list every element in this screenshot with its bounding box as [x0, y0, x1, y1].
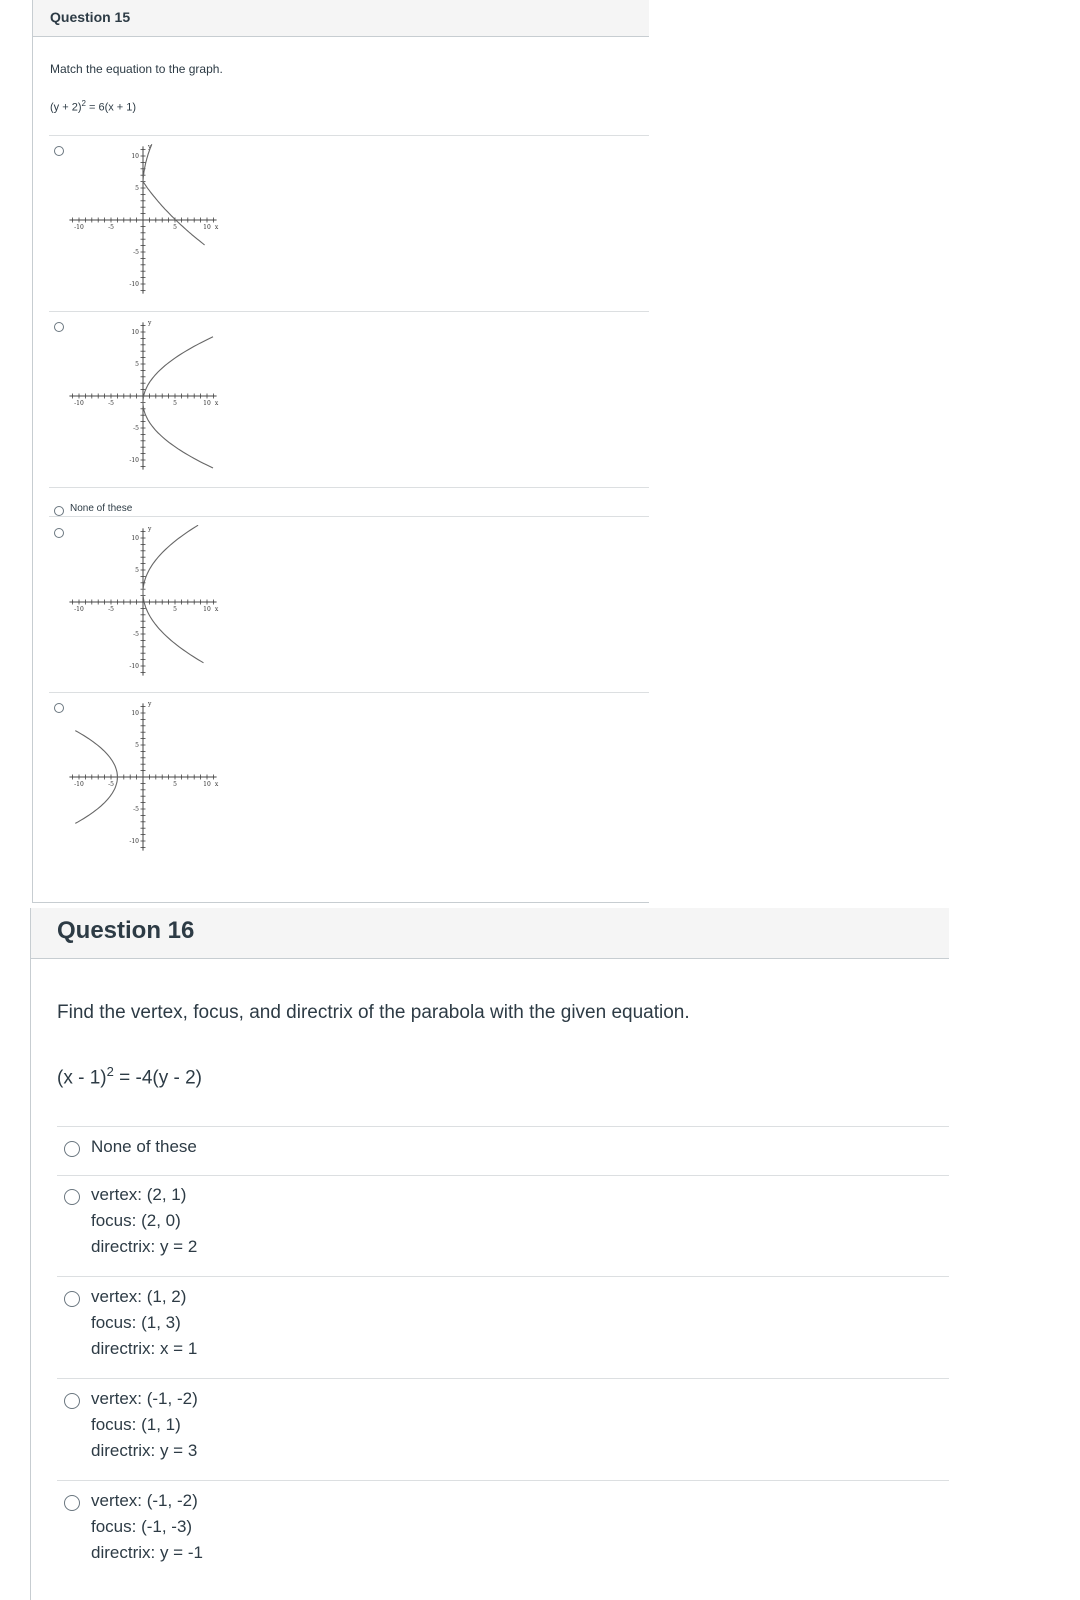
- x-tick-label: -5: [108, 781, 114, 788]
- question-16-prompt: Find the vertex, focus, and directrix of the parabola with the given equation.: [57, 1002, 690, 1023]
- answer-graph-2: [68, 319, 234, 481]
- x-tick-label: -5: [108, 400, 114, 407]
- y-tick-label: 10: [131, 710, 139, 717]
- x-tick-label: 5: [173, 400, 177, 407]
- question-15: [32, 0, 649, 903]
- separator: [57, 1378, 949, 1379]
- y-axis-label: y: [148, 525, 152, 533]
- answer-radio-3[interactable]: [64, 1291, 80, 1307]
- y-tick-label: 5: [135, 742, 139, 749]
- x-tick-label: -10: [74, 781, 84, 788]
- answer-option-2: vertex: (2, 1) focus: (2, 0) directrix: y = 2: [91, 1185, 198, 1256]
- x-axis-label: x: [214, 781, 219, 788]
- answer-option-4: vertex: (-1, -2) focus: (1, 1) directrix: y = 3: [91, 1389, 198, 1460]
- answer-radio-2[interactable]: [64, 1189, 80, 1205]
- question-15-equation: $(y + 2)^2 = 6(x + 1)$: [50, 99, 137, 114]
- x-axis-label: x: [214, 400, 219, 407]
- y-axis-label: y: [148, 143, 152, 151]
- y-tick-label: -5: [133, 806, 139, 813]
- y-tick-label: 10: [131, 329, 139, 336]
- x-tick-label: -10: [74, 400, 84, 407]
- y-tick-label: 10: [131, 535, 139, 542]
- x-tick-label: -10: [74, 224, 84, 231]
- answer-none-label: None of these: [70, 503, 133, 514]
- x-tick-label: 10: [203, 224, 211, 231]
- x-tick-label: 10: [203, 400, 211, 407]
- x-tick-label: 5: [173, 781, 177, 788]
- x-tick-label: 5: [173, 224, 177, 231]
- y-tick-label: 10: [131, 153, 139, 160]
- answer-radio-4[interactable]: [64, 1393, 80, 1409]
- x-tick-label: 10: [203, 781, 211, 788]
- y-tick-label: -10: [129, 663, 139, 670]
- separator: [49, 692, 649, 693]
- separator: [49, 135, 649, 136]
- y-tick-label: -10: [129, 457, 139, 464]
- separator: [49, 487, 649, 488]
- question-16-header: [31, 908, 949, 959]
- x-tick-label: -5: [108, 606, 114, 613]
- y-tick-label: 5: [135, 185, 139, 192]
- answer-graph-1: [68, 143, 234, 305]
- question-15-header: [33, 0, 649, 37]
- question-15-prompt: Match the equation to the graph.: [50, 62, 223, 76]
- y-tick-label: -10: [129, 281, 139, 288]
- parabola-curve: [143, 525, 204, 663]
- x-axis-label: x: [214, 224, 219, 231]
- answer-radio-1[interactable]: [54, 146, 64, 156]
- separator: [57, 1276, 949, 1277]
- answer-graph-4: [68, 525, 234, 687]
- question-16: [30, 908, 949, 1600]
- answer-graph-5: [68, 700, 234, 862]
- x-tick-label: 5: [173, 606, 177, 613]
- x-tick-label: -10: [74, 606, 84, 613]
- separator: [49, 311, 649, 312]
- separator: [57, 1480, 949, 1481]
- y-tick-label: 5: [135, 567, 139, 574]
- y-axis-label: y: [148, 319, 152, 327]
- question-16-title: Question 16: [57, 917, 195, 944]
- x-tick-label: 10: [203, 606, 211, 613]
- y-axis-label: y: [148, 700, 152, 708]
- answer-radio-5[interactable]: [64, 1495, 80, 1511]
- x-axis-label: x: [214, 606, 219, 613]
- question-15-title: Question 15: [50, 9, 131, 25]
- y-tick-label: 5: [135, 361, 139, 368]
- y-tick-label: -5: [133, 249, 139, 256]
- answer-radio-4[interactable]: [54, 528, 64, 538]
- answer-radio-2[interactable]: [54, 322, 64, 332]
- answer-option-3: vertex: (1, 2) focus: (1, 3) directrix: x = 1: [91, 1287, 198, 1358]
- answer-option-5: vertex: (-1, -2) focus: (-1, -3) directrix: y = -1: [91, 1491, 203, 1562]
- y-tick-label: -5: [133, 425, 139, 432]
- x-tick-label: -5: [108, 224, 114, 231]
- y-tick-label: -5: [133, 631, 139, 638]
- y-tick-label: -10: [129, 838, 139, 845]
- answer-radio-5[interactable]: [54, 703, 64, 713]
- answer-radio-1[interactable]: [64, 1141, 80, 1157]
- answer-radio-3[interactable]: [54, 506, 64, 516]
- separator: [57, 1126, 949, 1127]
- separator: [49, 516, 649, 517]
- answer-option-1: None of these: [91, 1137, 197, 1156]
- question-16-equation: (x - 1)$^2$ = -4(y - 2): [57, 1064, 202, 1089]
- separator: [57, 1175, 949, 1176]
